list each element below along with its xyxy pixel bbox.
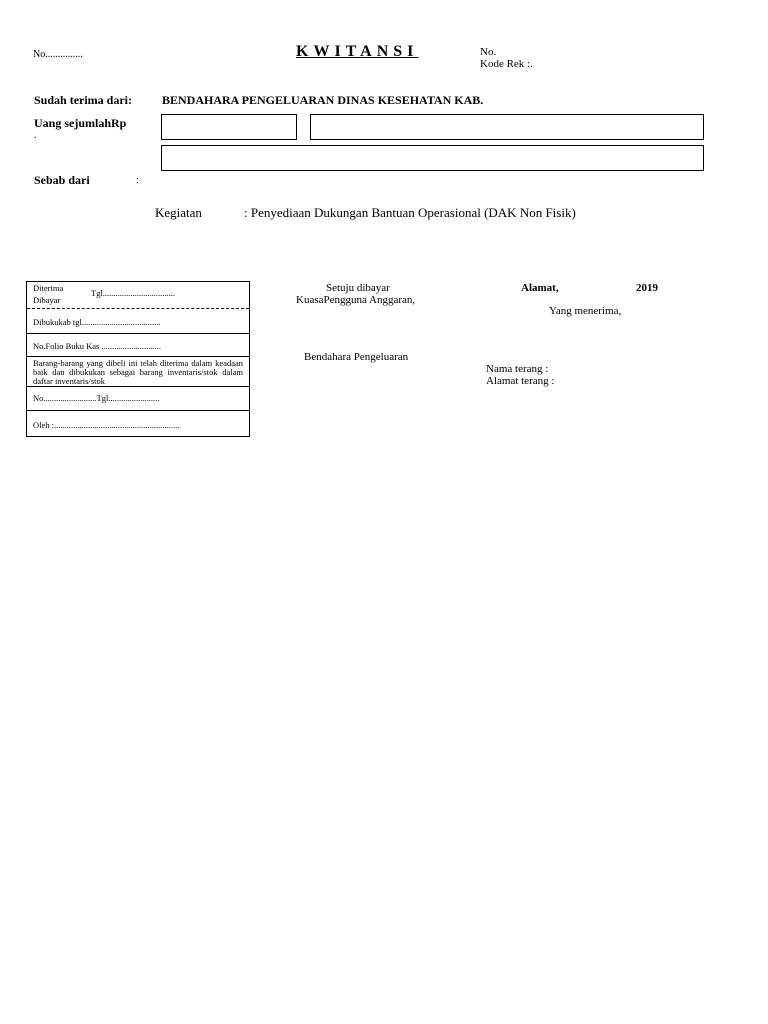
booked-row <box>27 309 249 334</box>
address-date-label: Alamat, <box>521 282 559 294</box>
amount-words-box[interactable] <box>310 114 704 140</box>
amount-dot: . <box>34 130 37 141</box>
full-address-label: Alamat terang : <box>486 375 555 387</box>
receipt-number-right: No. <box>480 46 497 58</box>
approved-to-pay: Setuju dibayar <box>326 282 390 294</box>
by-row <box>27 411 249 436</box>
date-field: Tgl.................................. <box>91 288 176 298</box>
received-label: Diterima <box>33 283 64 293</box>
inventory-number-row <box>27 387 249 411</box>
amount-number-box[interactable] <box>161 114 297 140</box>
folio-row <box>27 334 249 357</box>
year: 2019 <box>636 282 658 294</box>
treasurer-title: Bendahara Pengeluaran <box>304 351 409 363</box>
amount-label: Uang sejumlahRp <box>34 116 127 130</box>
full-name-label: Nama terang : <box>486 363 549 375</box>
inventory-number-date: No.........................Tgl........................ <box>33 393 160 403</box>
activity-label: Kegiatan <box>155 205 202 220</box>
activity-value: : Penyediaan Dukungan Bantuan Operasional (DAK Non Fisik) <box>244 205 576 220</box>
receipt-number-left: No............... <box>33 49 83 60</box>
purpose-label: Sebab dari <box>34 173 90 187</box>
booked-date: Dibukukab tgl..................................... <box>33 317 161 327</box>
paid-label: Dibayar <box>33 295 61 305</box>
by-field: Oleh :........................................................... <box>33 420 180 430</box>
cash-book-folio: No.Folio Buku Kas ............................ <box>33 341 161 351</box>
purpose-colon: : <box>136 175 139 186</box>
received-from-value: BENDAHARA PENGELUARAN DINAS KESEHATAN KAB. <box>162 93 484 107</box>
goods-statement: Barang-barang yang dibeli ini telah diterima dalam keadaan baik dan dibukukan sebagai barang inventaris/stok dalam daftar inventaris/stok <box>27 357 249 387</box>
budget-authority: KuasaPengguna Anggaran, <box>296 294 416 306</box>
received-paid-row <box>27 282 249 309</box>
account-code: Kode Rek :. <box>480 58 533 70</box>
recipient-label: Yang menerima, <box>549 305 622 317</box>
bookkeeping-table <box>26 281 250 437</box>
received-from-label: Sudah terima dari: <box>34 93 133 107</box>
amount-words-box-2[interactable] <box>161 145 704 171</box>
document-title: KWITANSI <box>296 43 419 60</box>
